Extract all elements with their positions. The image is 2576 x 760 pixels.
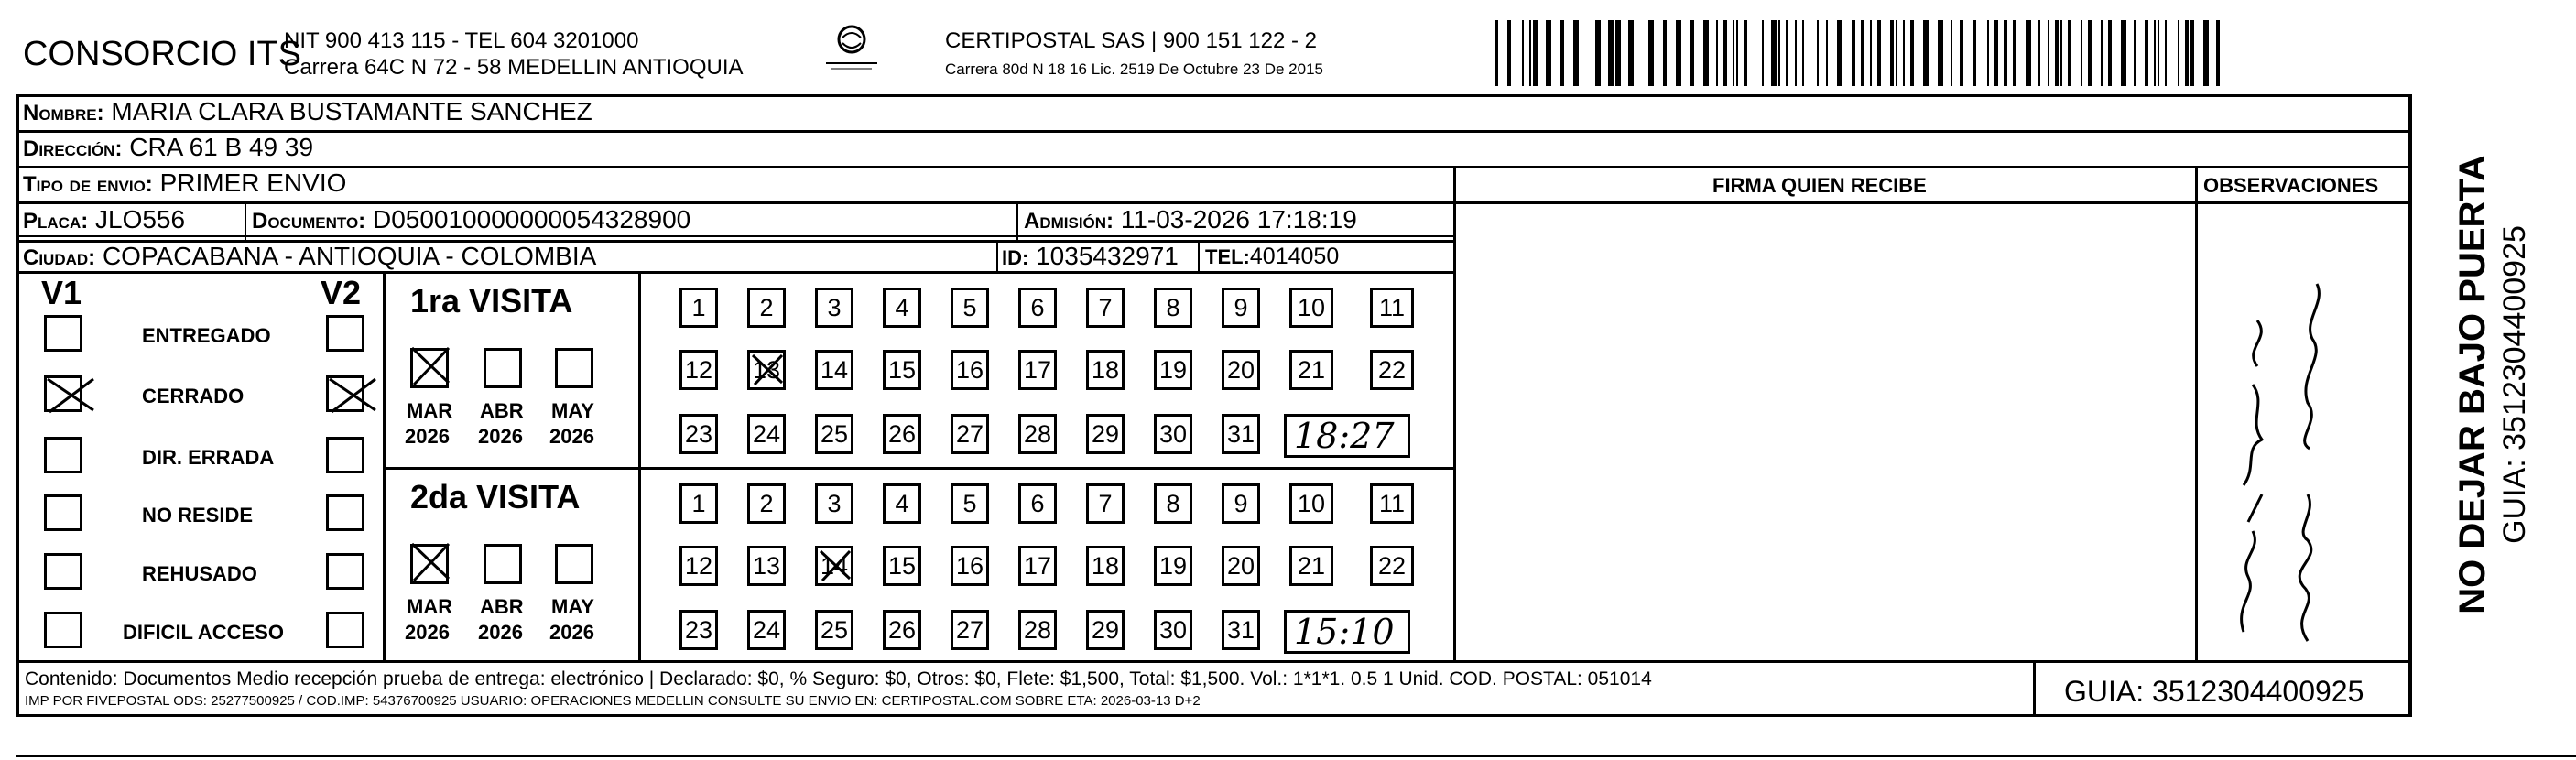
barcode-bar — [2048, 20, 2049, 86]
v1-checkbox[interactable] — [44, 315, 82, 352]
barcode-bar — [2038, 20, 2040, 86]
day-box[interactable]: 22 — [1370, 350, 1414, 390]
month-label: MAY — [551, 595, 594, 618]
barcode-bar — [1615, 20, 1621, 86]
visit-title: 2da VISITA — [410, 478, 581, 516]
tel-value: 4014050 — [1249, 244, 1340, 269]
day-box[interactable]: 15 — [883, 350, 921, 390]
v1-checkbox[interactable] — [44, 612, 82, 648]
day-box[interactable]: 23 — [679, 610, 718, 650]
status-label: CERRADO — [142, 385, 245, 407]
barcode-bar — [1733, 20, 1734, 86]
barcode-bar — [1951, 20, 1952, 86]
company-name: CONSORCIO ITS — [23, 35, 302, 73]
barcode-bar — [2081, 20, 2082, 86]
barcode-bar — [2178, 20, 2179, 86]
day-box[interactable]: 22 — [1370, 546, 1414, 586]
barcode-bar — [1522, 20, 1524, 86]
admision-row — [1024, 207, 1357, 233]
footer-guia: GUIA: 3512304400925 — [2064, 675, 2364, 708]
day-box[interactable]: 15 — [883, 546, 921, 586]
month-label: ABR — [480, 399, 524, 422]
day-box[interactable]: 13 — [747, 546, 786, 586]
barcode-bar — [1529, 20, 1531, 86]
day-box[interactable]: 28 — [1018, 610, 1057, 650]
month-label: MAR — [407, 399, 453, 422]
day-box[interactable]: 26 — [883, 414, 921, 454]
day-box[interactable]: 10 — [1289, 288, 1333, 328]
documento-label: Documento: — [252, 209, 366, 233]
barcode-bar — [1648, 20, 1654, 86]
day-box[interactable]: 13 — [747, 350, 786, 390]
nombre-row — [23, 99, 592, 125]
day-box[interactable]: 31 — [1222, 414, 1260, 454]
barcode-bar — [1786, 20, 1788, 86]
day-box[interactable]: 3 — [815, 288, 853, 328]
month-check-mark — [408, 540, 452, 584]
tipo-value: PRIMER ENVIO — [159, 168, 347, 197]
barcode-bar — [1890, 20, 1894, 86]
v2-checkbox[interactable] — [326, 437, 364, 473]
day-box[interactable]: 24 — [747, 414, 786, 454]
day-box[interactable]: 20 — [1222, 350, 1260, 390]
footer-imp: IMP POR FIVEPOSTAL ODS: 25277500925 / COD.IMP: 54376700925 USUARIO: OPERACIONES MEDELLIN CONSULTE SU ENVIO EN: CERTIPOSTAL.COM SOBRE ETA: 2026-03-13 D+2 — [25, 693, 1201, 709]
barcode-bar — [1837, 20, 1842, 86]
barcode-bar — [1736, 20, 1738, 86]
day-box[interactable]: 12 — [679, 546, 718, 586]
month-year: 2026 — [478, 621, 523, 644]
documento-row — [252, 207, 690, 233]
barcode-bar — [1960, 20, 1963, 86]
observaciones-header: OBSERVACIONES — [2203, 174, 2379, 197]
footer-content: Contenido: Documentos Medio recepción prueba de entrega: electrónico | Declarado: $0, % Seguro: $0, Otros: $0, Flete: $1,500, Total: $1,500. Vol.: 1*1*1. 0.5 1 Unid. COD. POSTAL: 051014 — [25, 668, 1652, 689]
v2-checkbox[interactable] — [326, 315, 364, 352]
id-label: ID: — [1002, 246, 1029, 269]
day-box[interactable]: 10 — [1289, 483, 1333, 524]
direccion-label: Dirección: — [23, 136, 123, 161]
tel-row — [1205, 245, 1339, 268]
nombre-label: Nombre: — [23, 101, 104, 125]
barcode-bar — [1762, 20, 1764, 86]
day-box[interactable]: 21 — [1289, 350, 1333, 390]
id-value: 1035432971 — [1036, 242, 1179, 270]
v1-check-mark — [44, 375, 97, 416]
barcode-bar — [1676, 20, 1681, 86]
day-box[interactable]: 19 — [1154, 546, 1192, 586]
day-box[interactable]: 28 — [1018, 414, 1057, 454]
barcode-bar — [2101, 20, 2103, 86]
ciudad-label: Ciudad: — [23, 245, 96, 270]
ciudad-row — [23, 244, 596, 269]
barcode-bar — [1723, 20, 1727, 86]
barcode-bar — [1507, 20, 1511, 86]
v1-label: V1 — [41, 274, 82, 311]
day-box[interactable]: 6 — [1018, 288, 1057, 328]
barcode-bar — [1771, 20, 1777, 86]
month-year: 2026 — [405, 425, 450, 448]
day-box[interactable]: 8 — [1154, 288, 1192, 328]
v2-checkbox[interactable] — [326, 494, 364, 531]
month-year: 2026 — [549, 621, 594, 644]
v1-checkbox[interactable] — [44, 494, 82, 531]
day-box[interactable]: 2 — [747, 483, 786, 524]
day-box[interactable]: 27 — [951, 610, 989, 650]
carrier-line: CERTIPOSTAL SAS | 900 151 122 - 2 — [945, 28, 1317, 53]
day-box[interactable]: 1 — [679, 483, 718, 524]
day-box[interactable]: 4 — [883, 288, 921, 328]
barcode-bar — [2158, 20, 2159, 86]
barcode-bar — [1495, 20, 1498, 86]
day-box[interactable]: 14 — [815, 546, 853, 586]
firma-header: FIRMA QUIEN RECIBE — [1712, 174, 1927, 197]
admision-value: 11-03-2026 17:18:19 — [1120, 205, 1357, 233]
v2-checkbox[interactable] — [326, 612, 364, 648]
barcode-bar — [1923, 20, 1929, 86]
day-box[interactable]: 25 — [815, 414, 853, 454]
barcode-bar — [1817, 20, 1819, 86]
day-box[interactable]: 3 — [815, 483, 853, 524]
day-box[interactable]: 31 — [1222, 610, 1260, 650]
visit-time: 15:10 — [1284, 610, 1410, 654]
barcode-bar — [2068, 20, 2071, 86]
direccion-row — [23, 135, 313, 160]
barcode-bar — [2108, 20, 2112, 86]
barcode-bar — [2134, 20, 2136, 86]
certipostal-logo — [806, 23, 897, 78]
day-box[interactable]: 24 — [747, 610, 786, 650]
v1-checkbox[interactable] — [44, 437, 82, 473]
barcode-bar — [2190, 20, 2194, 86]
status-label: ENTREGADO — [142, 324, 271, 347]
nit-line: NIT 900 413 115 - TEL 604 3201000 — [284, 28, 639, 53]
barcode-bar — [1703, 20, 1709, 86]
status-label: NO RESIDE — [142, 504, 254, 527]
v2-check-mark — [326, 375, 379, 416]
barcode-bar — [1573, 20, 1579, 86]
day-box[interactable]: 18 — [1086, 546, 1125, 586]
month-check-mark — [408, 344, 452, 388]
id-row — [1002, 244, 1179, 269]
barcode-bar — [2203, 20, 2209, 86]
barcode-bar — [1690, 20, 1694, 86]
tipo-row — [23, 170, 346, 196]
ciudad-value: COPACABANA - ANTIOQUIA - COLOMBIA — [102, 242, 597, 270]
placa-row — [23, 207, 185, 233]
barcode-bar — [2004, 20, 2007, 86]
day-box[interactable]: 23 — [679, 414, 718, 454]
barcode-bar — [1903, 20, 1905, 86]
day-box[interactable]: 25 — [815, 610, 853, 650]
day-box[interactable]: 11 — [1370, 483, 1414, 524]
barcode-bar — [1628, 20, 1634, 86]
direccion-value: CRA 61 B 49 39 — [129, 133, 314, 161]
side-warning: NO DEJAR BAJO PUERTA — [2452, 155, 2493, 614]
month-checkbox[interactable] — [484, 544, 522, 584]
day-box[interactable]: 30 — [1154, 610, 1192, 650]
month-checkbox[interactable] — [555, 348, 593, 388]
day-box[interactable]: 6 — [1018, 483, 1057, 524]
tel-label: TEL: — [1205, 245, 1250, 268]
month-year: 2026 — [405, 621, 450, 644]
barcode-bar — [1870, 20, 1872, 86]
side-guia: GUIA: 3512304400925 — [2497, 225, 2532, 544]
v1-checkbox[interactable] — [44, 553, 82, 590]
v2-checkbox[interactable] — [326, 553, 364, 590]
barcode-bar — [1861, 20, 1864, 86]
handwriting-scribble-icon — [2207, 266, 2353, 650]
barcode-bar — [1826, 20, 1828, 86]
day-box[interactable]: 21 — [1289, 546, 1333, 586]
barcode-bar — [1877, 20, 1881, 86]
barcode-bar — [1852, 20, 1855, 86]
placa-value: JLO556 — [95, 205, 186, 233]
barcode-bar — [2216, 20, 2220, 86]
barcode-bar — [1716, 20, 1718, 86]
day-box[interactable]: 14 — [815, 350, 853, 390]
day-box[interactable]: 19 — [1154, 350, 1192, 390]
barcode-bar — [2055, 20, 2059, 86]
barcode-bar — [1795, 20, 1797, 86]
documento-value: D050010000000054328900 — [372, 205, 691, 233]
barcode-bar — [1802, 20, 1804, 86]
day-box[interactable]: 7 — [1086, 483, 1125, 524]
barcode-bar — [1663, 20, 1667, 86]
visit-title: 1ra VISITA — [410, 282, 573, 320]
barcode-bar — [1973, 20, 1976, 86]
day-box[interactable]: 5 — [951, 483, 989, 524]
status-label: REHUSADO — [142, 562, 257, 585]
day-box[interactable]: 1 — [679, 288, 718, 328]
barcode-bar — [1533, 20, 1538, 86]
barcode-bar — [1896, 20, 1897, 86]
day-box[interactable]: 4 — [883, 483, 921, 524]
day-box[interactable]: 20 — [1222, 546, 1260, 586]
nombre-value: MARIA CLARA BUSTAMANTE SANCHEZ — [111, 97, 592, 125]
barcode-bar — [2060, 20, 2062, 86]
postal-logo-icon — [806, 23, 897, 78]
barcode-bar — [1910, 20, 1914, 86]
day-box[interactable]: 16 — [951, 350, 989, 390]
day-box[interactable]: 12 — [679, 350, 718, 390]
day-box[interactable]: 7 — [1086, 288, 1125, 328]
v2-label: V2 — [321, 274, 362, 311]
barcode-bar — [1987, 20, 1989, 86]
month-year: 2026 — [549, 425, 594, 448]
month-label: MAR — [407, 595, 453, 618]
day-box[interactable]: 9 — [1222, 483, 1260, 524]
barcode-bar — [1595, 20, 1601, 86]
day-box[interactable]: 11 — [1370, 288, 1414, 328]
barcode-bar — [2145, 20, 2148, 86]
day-box[interactable]: 16 — [951, 546, 989, 586]
barcode-bar — [2013, 20, 2016, 86]
day-box[interactable]: 30 — [1154, 414, 1192, 454]
carrier-license: Carrera 80d N 18 16 Lic. 2519 De Octubre 23 De 2015 — [945, 60, 1323, 78]
month-checkbox[interactable] — [484, 348, 522, 388]
placa-label: Placa: — [23, 209, 89, 233]
barcode-bar — [1778, 20, 1780, 86]
visit-time: 18:27 — [1284, 414, 1410, 458]
month-year: 2026 — [478, 425, 523, 448]
day-box[interactable]: 29 — [1086, 414, 1125, 454]
day-box[interactable]: 27 — [951, 414, 989, 454]
day-box[interactable]: 29 — [1086, 610, 1125, 650]
status-label: DIFICIL ACCESO — [123, 621, 285, 644]
barcode-bar — [2165, 20, 2167, 86]
address-line: Carrera 64C N 72 - 58 MEDELLIN ANTIOQUIA — [284, 55, 744, 80]
day-box[interactable]: 18 — [1086, 350, 1125, 390]
barcode-bar — [1608, 20, 1614, 86]
barcode-bar — [1994, 20, 1998, 86]
day-box[interactable]: 9 — [1222, 288, 1260, 328]
day-box[interactable]: 17 — [1018, 350, 1057, 390]
status-label: DIR. ERRADA — [142, 446, 275, 469]
day-box[interactable]: 17 — [1018, 546, 1057, 586]
barcode-bar — [1560, 20, 1564, 86]
barcode-bar — [2088, 20, 2092, 86]
barcode-bar — [2185, 20, 2189, 86]
month-label: MAY — [551, 399, 594, 422]
day-check-mark — [749, 352, 786, 388]
barcode — [1495, 20, 2227, 86]
month-checkbox[interactable] — [555, 544, 593, 584]
handwritten-observation — [2207, 266, 2353, 650]
barcode-bar — [2026, 20, 2031, 86]
month-label: ABR — [480, 595, 524, 618]
tipo-label: Tipo de envio: — [23, 172, 153, 197]
barcode-bar — [2154, 20, 2156, 86]
day-box[interactable]: 2 — [747, 288, 786, 328]
barcode-bar — [1546, 20, 1551, 86]
day-box[interactable]: 5 — [951, 288, 989, 328]
day-check-mark — [817, 548, 853, 584]
barcode-bar — [2121, 20, 2126, 86]
barcode-bar — [1744, 20, 1747, 86]
barcode-bar — [1938, 20, 1943, 86]
day-box[interactable]: 8 — [1154, 483, 1192, 524]
day-box[interactable]: 26 — [883, 610, 921, 650]
admision-label: Admisión: — [1024, 209, 1114, 233]
